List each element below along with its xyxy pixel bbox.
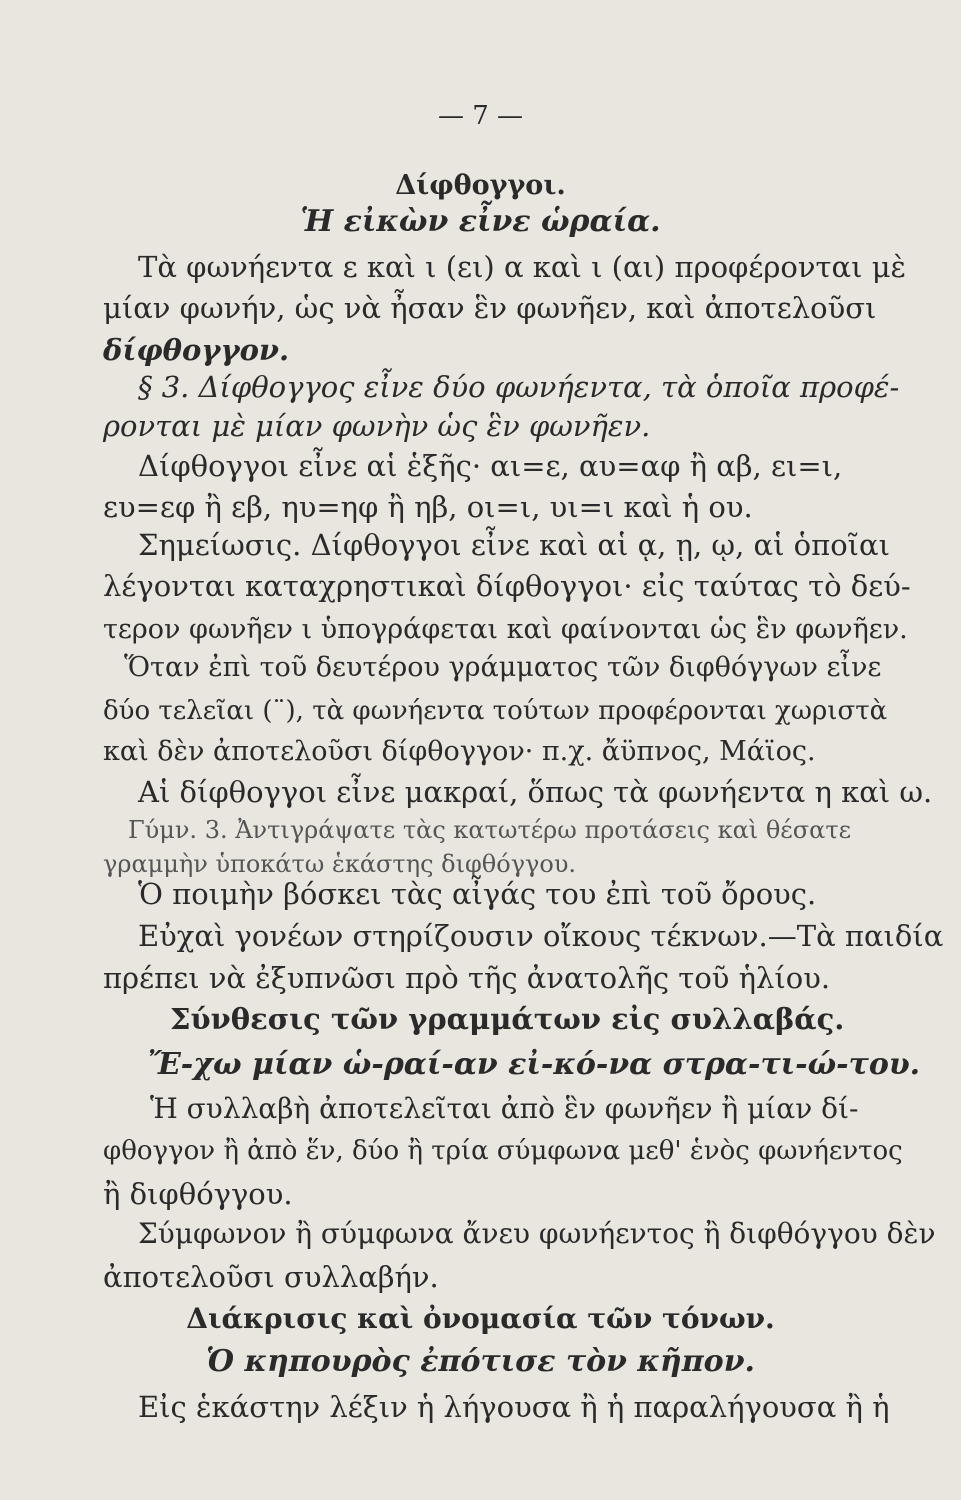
body-line: Ὅταν ἐπὶ τοῦ δευτέρου γράμματος τῶν διφθόγγων εἶνε — [124, 652, 882, 683]
body-line: Δίφθογγοι εἶνε αἱ ἑξῆς· αι=ε, αυ=αφ ἢ αβ, ει=ι, — [138, 449, 843, 483]
section-heading-syllables: Σύνθεσις τῶν γραμμάτων εἰς συλλαβάς. — [170, 1002, 845, 1036]
note-line: Σημείωσις. Δίφθογγοι εἶνε καὶ αἱ ᾳ, ῃ, ῳ, αἱ ὁποῖαι — [138, 528, 890, 562]
rule-line: § 3. Δίφθογγος εἶνε δύο φωνήεντα, τὰ ὁποῖα προφέ- — [138, 370, 900, 404]
body-line: Τὰ φωνήεντα ε καὶ ι (ει) α καὶ ι (αι) προφέρονται μὲ — [138, 250, 907, 284]
example-sentence-accents: Ὁ κηπουρὸς ἐπότισε τὸν κῆπον. — [206, 1344, 755, 1379]
body-line: λέγονται καταχρηστικαὶ δίφθογγοι· εἰς ταύτας τὸ δεύ- — [103, 569, 911, 603]
body-line: ἀποτελοῦσι συλλαβήν. — [103, 1260, 439, 1294]
term-diphthong: δίφθογγον. — [103, 333, 290, 367]
body-line: δύο τελεῖαι (¨), τὰ φωνήεντα τούτων προφέρονται χωριστὰ — [103, 696, 888, 726]
body-line: Εἰς ἑκάστην λέξιν ἡ λήγουσα ἢ ἡ παραλήγουσα ἢ ἡ — [138, 1390, 890, 1424]
body-line: Σύμφωνον ἢ σύμφωνα ἄνευ φωνήεντος ἢ διφθόγγου δὲν — [138, 1217, 936, 1250]
rule-line: ρονται μὲ μίαν φωνὴν ὡς ἓν φωνῆεν. — [103, 409, 651, 443]
section-heading-diphthongs: Δίφθογγοι. — [395, 170, 566, 201]
body-line: ευ=εφ ἢ εβ, ηυ=ηφ ἢ ηβ, οι=ι, υι=ι καὶ ἡ ου. — [103, 490, 753, 524]
exercise-line: Γύμν. 3. Ἀντιγράψατε τὰς κατωτέρω προτάσεις καὶ θέσατε — [128, 816, 852, 844]
example-sentence-diphthongs: Ἡ εἰκὼν εἶνε ὡραία. — [300, 204, 661, 239]
example-sentence-syllables: Ἔ-χω μίαν ὡ-ραί-αν εἰ-κό-να στρα-τι-ώ-του. — [148, 1047, 921, 1082]
body-line: φθογγον ἢ ἀπὸ ἕν, δύο ἢ τρία σύμφωνα μεθ' ἑνὸς φωνήεντος — [103, 1136, 903, 1166]
body-line: τερον φωνῆεν ι ὑπογράφεται καὶ φαίνονται ὡς ἓν φωνῆεν. — [103, 614, 908, 645]
exercise-sentence: πρέπει νὰ ἐξυπνῶσι πρὸ τῆς ἀνατολῆς τοῦ ἡλίου. — [103, 961, 831, 995]
body-line: καὶ δὲν ἀποτελοῦσι δίφθογγον· π.χ. ἄϋπνος, Μάϊος. — [103, 736, 816, 767]
body-line: μίαν φωνήν, ὡς νὰ ἦσαν ἓν φωνῆεν, καὶ ἀποτελοῦσι — [103, 291, 877, 325]
body-line: ἢ διφθόγγου. — [103, 1177, 293, 1211]
body-line: Αἱ δίφθογγοι εἶνε μακραί, ὅπως τὰ φωνήεντα η καὶ ω. — [138, 775, 933, 809]
page-number: — 7 — — [437, 101, 524, 131]
body-line: Ἡ συλλαβὴ ἀποτελεῖται ἀπὸ ἓν φωνῆεν ἢ μίαν δί- — [150, 1092, 859, 1125]
section-heading-accents: Διάκρισις καὶ ὀνομασία τῶν τόνων. — [186, 1302, 775, 1335]
exercise-line: γραμμὴν ὑποκάτω ἑκάστης διφθόγγου. — [103, 850, 577, 878]
exercise-sentence: Εὐχαὶ γονέων στηρίζουσιν οἴκους τέκνων.—Τὰ παιδία — [138, 919, 944, 953]
exercise-sentence: Ὁ ποιμὴν βόσκει τὰς αἶγάς του ἐπὶ τοῦ ὄρους. — [138, 877, 817, 911]
